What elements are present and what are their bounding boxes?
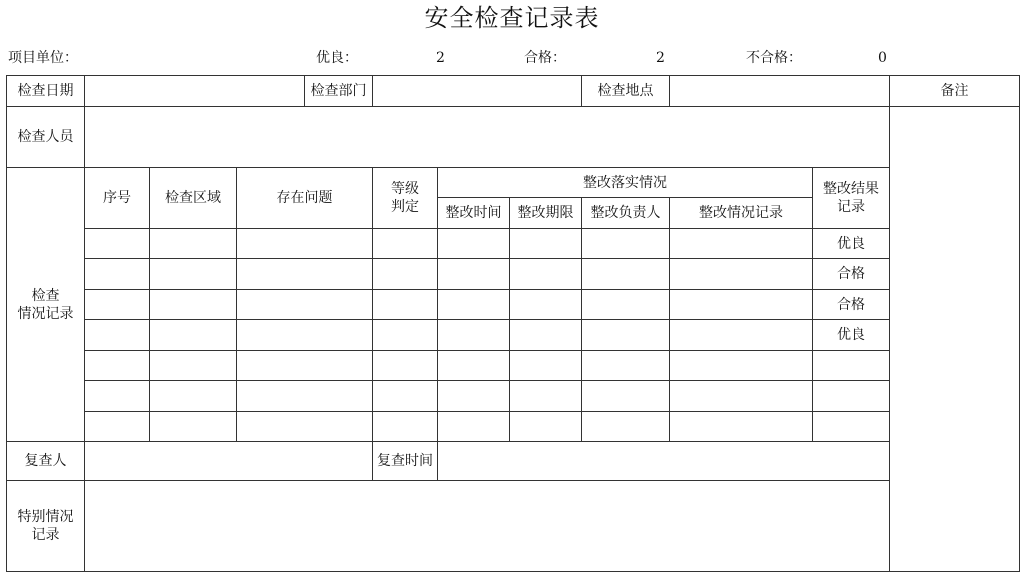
cell-seq[interactable] [85, 351, 150, 381]
cell-rectify-record[interactable] [670, 229, 813, 259]
cell-problem[interactable] [237, 351, 373, 381]
cell-rectify-deadline[interactable] [510, 259, 582, 290]
table-row [7, 351, 1020, 381]
cell-result[interactable]: 合格 [813, 290, 890, 320]
cell-rectify-record[interactable] [670, 259, 813, 290]
cell-rectify-deadline[interactable] [510, 290, 582, 320]
cell-seq[interactable] [85, 381, 150, 412]
inspection-record-table [6, 75, 1020, 572]
inspection-dept-label: 检查部门 [305, 76, 373, 107]
cell-rectify-deadline[interactable] [510, 412, 582, 442]
col-header-area: 检查区域 [150, 168, 237, 229]
col-header-grade [373, 168, 438, 229]
grade-header-line1: 等级 [391, 181, 420, 197]
cell-problem[interactable] [237, 381, 373, 412]
excellent-label: 优良： [316, 50, 358, 66]
cell-area[interactable] [150, 290, 237, 320]
cell-rectify-record[interactable] [670, 381, 813, 412]
cell-rectify-owner[interactable] [582, 229, 670, 259]
col-header-seq: 序号 [85, 168, 150, 229]
record-label-line1: 检查 [31, 287, 60, 304]
cell-rectify-deadline[interactable] [510, 351, 582, 381]
cell-area[interactable] [150, 381, 237, 412]
col-header-rectify-deadline: 整改期限 [510, 198, 582, 229]
cell-rectify-time[interactable] [438, 259, 510, 290]
cell-rectify-record[interactable] [670, 290, 813, 320]
table-row [7, 412, 1020, 442]
cell-area[interactable] [150, 351, 237, 381]
table-row [7, 320, 1020, 351]
col-header-rectify-group: 整改落实情况 [438, 168, 813, 198]
cell-rectify-time[interactable] [438, 381, 510, 412]
reviewer-value[interactable] [85, 442, 373, 481]
special-label-line1: 特别情况 [17, 509, 74, 525]
cell-rectify-time[interactable] [438, 290, 510, 320]
cell-area[interactable] [150, 320, 237, 351]
cell-rectify-time[interactable] [438, 412, 510, 442]
col-header-rectify-time: 整改时间 [438, 198, 510, 229]
cell-grade[interactable] [373, 290, 438, 320]
inspection-date-label: 检查日期 [7, 76, 85, 107]
cell-grade[interactable] [373, 412, 438, 442]
cell-seq[interactable] [85, 320, 150, 351]
cell-result[interactable] [813, 381, 890, 412]
inspection-date-value[interactable] [85, 76, 305, 107]
cell-grade[interactable] [373, 351, 438, 381]
cell-grade[interactable] [373, 381, 438, 412]
inspector-label: 检查人员 [7, 107, 85, 168]
cell-rectify-owner[interactable] [582, 351, 670, 381]
col-header-problem: 存在问题 [237, 168, 373, 229]
inspector-value[interactable] [85, 107, 890, 168]
cell-rectify-owner[interactable] [582, 412, 670, 442]
col-header-rectify-record: 整改情况记录 [670, 198, 813, 229]
cell-rectify-deadline[interactable] [510, 229, 582, 259]
review-time-label: 复查时间 [373, 442, 438, 481]
cell-grade[interactable] [373, 259, 438, 290]
project-unit-label: 项目单位： [8, 50, 78, 66]
cell-rectify-record[interactable] [670, 351, 813, 381]
cell-area[interactable] [150, 259, 237, 290]
cell-problem[interactable] [237, 412, 373, 442]
remark-value[interactable] [890, 107, 1020, 572]
table-row [7, 381, 1020, 412]
cell-problem[interactable] [237, 290, 373, 320]
cell-problem[interactable] [237, 259, 373, 290]
cell-grade[interactable] [373, 320, 438, 351]
cell-result[interactable]: 合格 [813, 259, 890, 290]
result-header-line2: 记录 [837, 199, 866, 215]
review-time-value[interactable] [438, 442, 890, 481]
cell-rectify-owner[interactable] [582, 290, 670, 320]
cell-result[interactable]: 优良 [813, 320, 890, 351]
remark-label: 备注 [890, 76, 1020, 107]
cell-rectify-record[interactable] [670, 412, 813, 442]
cell-result[interactable] [813, 351, 890, 381]
cell-problem[interactable] [237, 320, 373, 351]
cell-rectify-time[interactable] [438, 320, 510, 351]
result-header-line1: 整改结果 [823, 181, 880, 197]
cell-grade[interactable] [373, 229, 438, 259]
cell-result[interactable]: 优良 [813, 229, 890, 259]
cell-rectify-deadline[interactable] [510, 381, 582, 412]
cell-rectify-record[interactable] [670, 320, 813, 351]
excellent-count: 2 [436, 50, 445, 66]
record-section-label [7, 168, 85, 442]
table-row [7, 259, 1020, 290]
table-row [7, 290, 1020, 320]
special-record-value[interactable] [85, 481, 890, 572]
record-label-line2: 情况记录 [17, 305, 74, 322]
cell-rectify-deadline[interactable] [510, 320, 582, 351]
fail-label: 不合格： [746, 50, 802, 66]
cell-area[interactable] [150, 229, 237, 259]
cell-rectify-time[interactable] [438, 229, 510, 259]
table-row [7, 229, 1020, 259]
grade-header-line2: 判定 [391, 199, 420, 215]
col-header-result [813, 168, 890, 229]
page-title: 安全检查记录表 [424, 4, 600, 32]
cell-rectify-time[interactable] [438, 351, 510, 381]
col-header-rectify-owner: 整改负责人 [582, 198, 670, 229]
cell-rectify-owner[interactable] [582, 320, 670, 351]
cell-seq[interactable] [85, 412, 150, 442]
cell-rectify-owner[interactable] [582, 381, 670, 412]
reviewer-label: 复查人 [7, 442, 85, 481]
pass-label: 合格： [524, 50, 566, 66]
inspection-location-value[interactable] [670, 76, 890, 107]
pass-count: 2 [656, 50, 665, 66]
cell-area[interactable] [150, 412, 237, 442]
fail-count: 0 [878, 50, 887, 66]
cell-problem[interactable] [237, 229, 373, 259]
cell-seq[interactable] [85, 229, 150, 259]
inspection-dept-value[interactable] [373, 76, 582, 107]
cell-result[interactable] [813, 412, 890, 442]
cell-seq[interactable] [85, 290, 150, 320]
special-label-line2: 记录 [31, 527, 60, 543]
cell-rectify-owner[interactable] [582, 259, 670, 290]
special-record-label [7, 481, 85, 572]
inspection-location-label: 检查地点 [582, 76, 670, 107]
cell-seq[interactable] [85, 259, 150, 290]
